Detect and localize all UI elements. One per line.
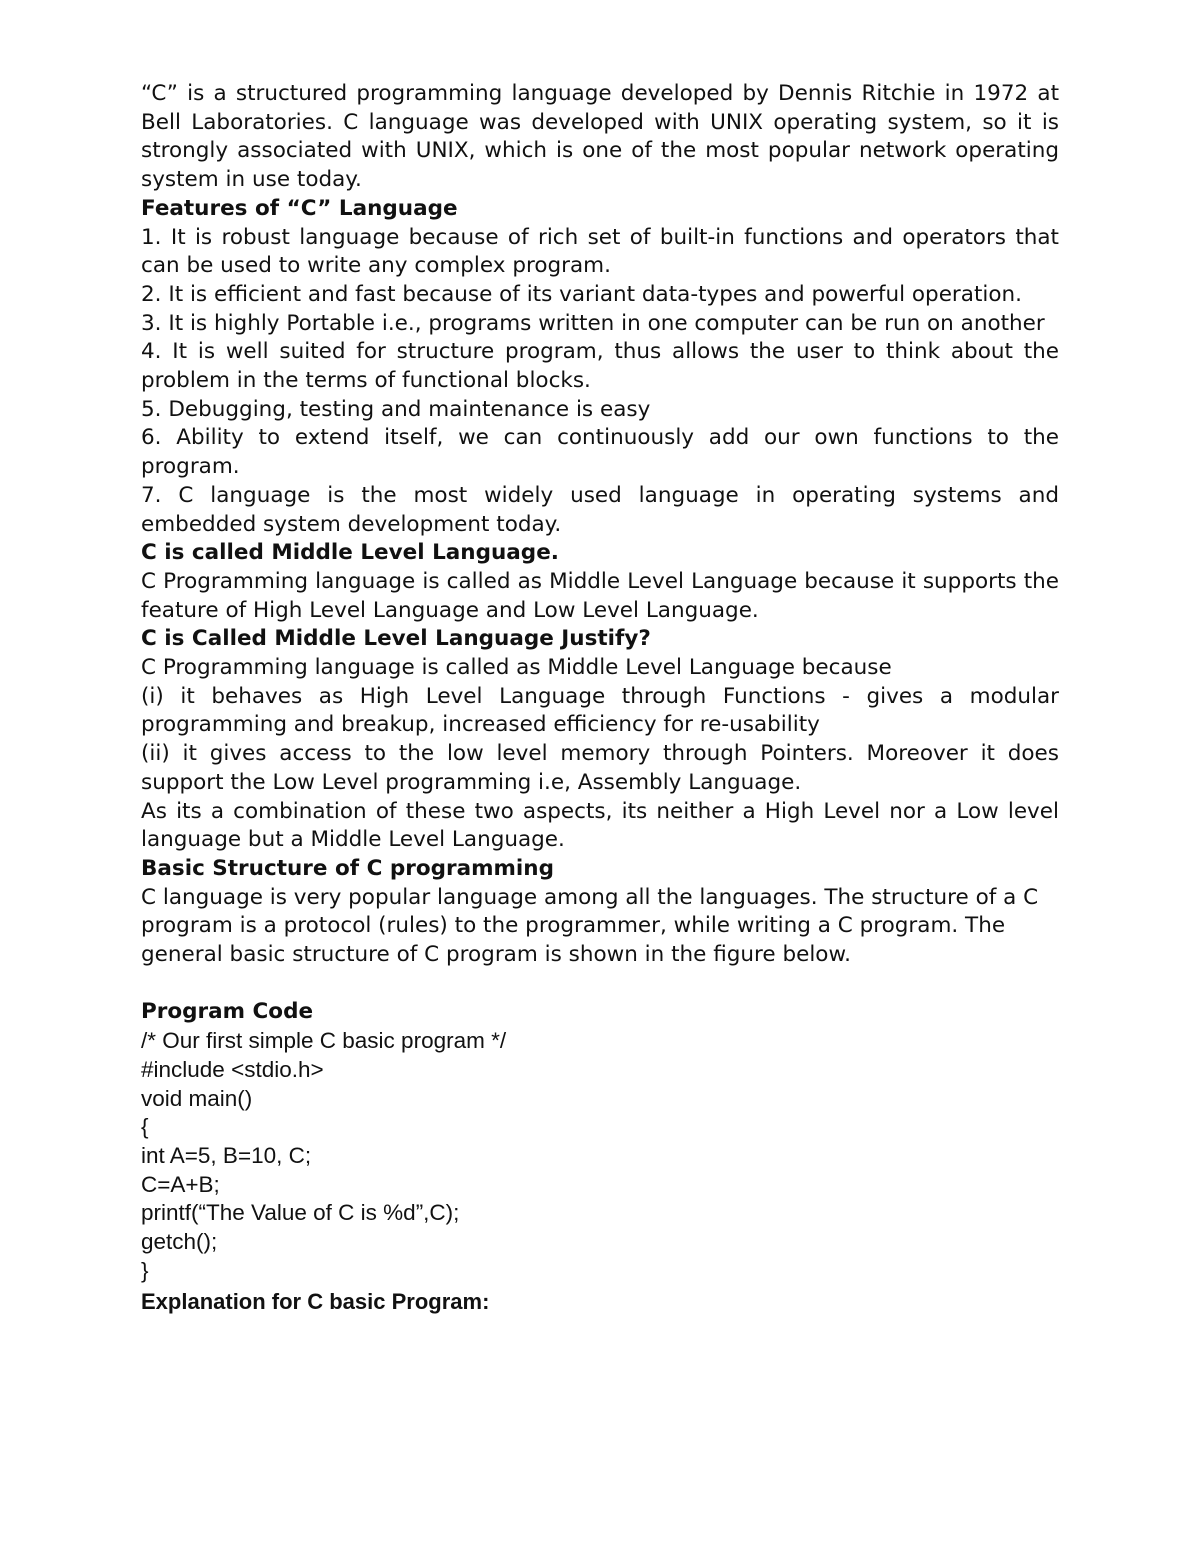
program-code-heading: Program Code (141, 999, 314, 1025)
code-line: /* Our first simple C basic program */ (141, 1028, 507, 1054)
code-line: C=A+B; (141, 1171, 220, 1197)
blank-line (141, 970, 1059, 999)
code-line: #include <stdio.h> (141, 1056, 324, 1082)
code-line: getch(); (141, 1229, 218, 1255)
feature-item-2: 2. It is efficient and fast because of its variant data-types and powerful operation. (141, 281, 1022, 307)
justify-point-1: (i) it behaves as High Level Language through Functions - gives a modular programming and breakup, increased efficiency for re-usability (141, 683, 1059, 738)
code-line: int A=5, B=10, C; (141, 1143, 312, 1168)
feature-item-7: 7. C language is the most widely used language in operating systems and embedded system development today. (141, 482, 1059, 537)
justify-conclusion: As its a combination of these two aspects, its neither a High Level nor a Low level language but a Middle Level Language. (141, 798, 1059, 853)
justify-heading: C is Called Middle Level Language Justify? (141, 626, 651, 652)
feature-item-1: 1. It is robust language because of rich set of built-in functions and operators that can be used to write any complex program. (141, 224, 1059, 279)
justify-point-2: (ii) it gives access to the low level memory through Pointers. Moreover it does support the Low Level programming i.e, Assembly Language. (141, 741, 1059, 795)
feature-item-5: 5. Debugging, testing and maintenance is easy (141, 396, 651, 422)
justify-lead: C Programming language is called as Middle Level Language because (141, 655, 892, 681)
feature-item-6: 6. Ability to extend itself, we can continuously add our own functions to the program. (141, 425, 1059, 480)
feature-item-3: 3. It is highly Portable i.e., programs written in one computer can be run on another (141, 310, 1045, 336)
features-heading: Features of “C” Language (141, 195, 458, 221)
document-page (141, 80, 1059, 1316)
feature-item-4: 4. It is well suited for structure program, thus allows the user to think about the problem in the terms of functional blocks. (141, 339, 1059, 394)
code-line: void main() (141, 1085, 253, 1111)
middle-level-paragraph: C Programming language is called as Middle Level Language because it supports the feature of High Level Language and Low Level Language. (141, 568, 1059, 623)
code-line: } (141, 1257, 149, 1283)
code-line: { (141, 1114, 149, 1140)
structure-heading: Basic Structure of C programming (141, 855, 554, 881)
program-code-block (141, 998, 1059, 1285)
middle-level-heading: C is called Middle Level Language. (141, 540, 559, 566)
explanation-heading: Explanation for C basic Program: (141, 1288, 490, 1314)
code-line: printf(“The Value of C is %d”,C); (141, 1200, 460, 1226)
structure-paragraph: C language is very popular language among all the languages. The structure of a C program is a protocol (rules) to the programmer, while writing a C program. The general basic structure of C program is shown in the figure below. (141, 884, 1039, 968)
intro-paragraph: “C” is a structured programming language developed by Dennis Ritchie in 1972 at Bell Laboratories. C language was developed with UNIX operating system, so it is strongly associated with UNIX, which is one of the most popular network operating system in use today. (141, 81, 1059, 193)
